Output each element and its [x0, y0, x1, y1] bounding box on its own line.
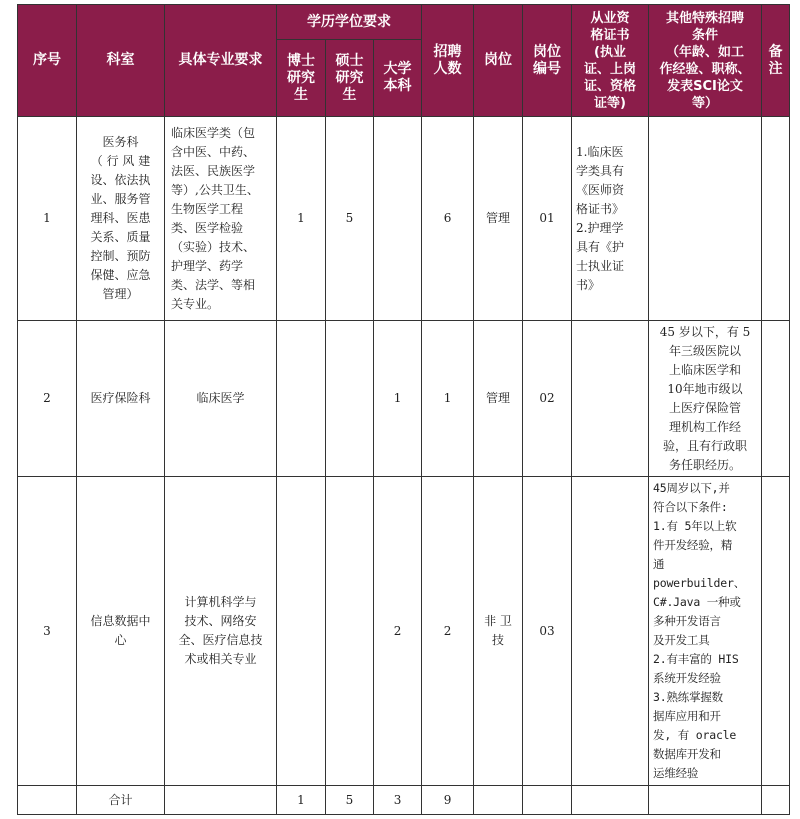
header-phd: [277, 40, 326, 117]
header-post-code: [523, 5, 572, 117]
row1-cert-text: 1.临床医 学类具有 《医师资 格证书》 2.护理学 具有《护 士执业证 书》: [576, 144, 625, 292]
header-cert-text: 从业资 格证书 (执业 证、上岗 证、资格 证等): [584, 10, 637, 111]
row2-seq-text: 2: [43, 391, 51, 405]
header-degree-group-text: 学历学位要求: [307, 13, 391, 30]
total-cert-empty: [572, 786, 649, 815]
header-degree-group: [277, 5, 422, 40]
total-master-text: 5: [345, 792, 354, 807]
header-post: [474, 5, 523, 117]
header-bachelor: [374, 40, 422, 117]
row2-major: [165, 321, 277, 477]
row1-bachelor: [374, 117, 422, 321]
row1-dept-text: 医务科 （ 行 风 建 设、依法执 业、服务管 理科、医患 关系、质量 控制、预防 保健、应急 管理）: [90, 135, 151, 301]
header-major: [165, 5, 277, 117]
row2-seq: [18, 321, 77, 477]
header-major-text: 具体专业要求: [178, 52, 263, 68]
row2-bachelor: [374, 321, 422, 477]
total-bachelor-text: 3: [393, 792, 402, 807]
total-label-text: 合计: [108, 792, 133, 807]
row2-master: [326, 321, 374, 477]
header-dept: [77, 5, 165, 117]
row2-post-text: 管理: [486, 391, 511, 405]
row3-other-text: 45周岁以下,并 符合以下条件: 1.有 5年以上软 件开发经验，精 通 powerbuilder、 C#.Java 一种或 多种开发语言 及开发工具 2.有丰富的 HIS 系统开发经验 3.熟练掌握数 据库应用和开 发, 有 oracle 数据库开发和 运维经验: [653, 481, 745, 780]
row3-cert: [572, 477, 649, 786]
row2-other-text: 45 岁以下，有 5 年三级医院以 上临床医学和 10年地市级以 上医疗保险管 理机构工作经 验，且有行政职 务任职经历。: [659, 324, 751, 472]
header-dept-text: 科室: [106, 52, 135, 68]
row1-master: [326, 117, 374, 321]
row3-post-text: 非 卫 技: [484, 614, 512, 647]
row2-dept-text: 医疗保险科: [90, 391, 151, 405]
header-other: [649, 5, 762, 117]
row1-count: [422, 117, 474, 321]
table-row: [18, 477, 790, 786]
row1-seq-text: 1: [43, 211, 51, 225]
row1-count-text: 6: [443, 211, 452, 225]
row1-phd: [277, 117, 326, 321]
header-seq-text: 序号: [33, 52, 61, 68]
recruitment-table-container: [17, 4, 790, 815]
total-count: [422, 786, 474, 815]
total-major-empty: [165, 786, 277, 815]
row2-dept: [77, 321, 165, 477]
row3-bachelor-text: 2: [393, 623, 402, 638]
header-row-1: [18, 5, 790, 40]
row1-seq: [18, 117, 77, 321]
total-bachelor: [374, 786, 422, 815]
total-row: [18, 786, 790, 815]
row3-seq-text: 3: [43, 623, 51, 638]
header-seq: [18, 5, 77, 117]
row3-other: [649, 477, 762, 786]
total-remark-empty: [762, 786, 790, 815]
header-post-text: 岗位: [484, 52, 513, 68]
header-other-text: 其他特殊招聘 条件 （年龄、如工 作经验、职称、 发表SCI论文 等）: [659, 10, 751, 111]
row3-dept-text: 信息数据中 心: [90, 614, 151, 647]
total-count-text: 9: [443, 792, 452, 807]
row2-remark: [762, 321, 790, 477]
header-count: [422, 5, 474, 117]
row3-post-code-text: 03: [539, 623, 555, 638]
row3-count-text: 2: [443, 623, 452, 638]
header-count-text: 招聘 人数: [433, 43, 462, 77]
recruitment-table: [17, 4, 790, 815]
row1-dept: [77, 117, 165, 321]
table-row: [18, 321, 790, 477]
total-phd: [277, 786, 326, 815]
row2-phd: [277, 321, 326, 477]
header-cert: [572, 5, 649, 117]
row1-post: [474, 117, 523, 321]
row1-post-text: 管理: [486, 211, 511, 225]
row3-count: [422, 477, 474, 786]
header-remark: [762, 5, 790, 117]
row3-master: [326, 477, 374, 786]
row2-cert: [572, 321, 649, 477]
total-master: [326, 786, 374, 815]
row2-count-text: 1: [443, 391, 452, 405]
table-row: [18, 117, 790, 321]
total-other-empty: [649, 786, 762, 815]
row1-cert: [572, 117, 649, 321]
row1-master-text: 5: [345, 211, 354, 225]
total-code-empty: [523, 786, 572, 815]
row3-remark: [762, 477, 790, 786]
row1-other: [649, 117, 762, 321]
header-bachelor-text: 大学 本科: [383, 61, 412, 94]
row3-seq: [18, 477, 77, 786]
total-post-empty: [474, 786, 523, 815]
row3-major: [165, 477, 277, 786]
row2-post: [474, 321, 523, 477]
row3-post: [474, 477, 523, 786]
header-master: [326, 40, 374, 117]
row3-bachelor: [374, 477, 422, 786]
row3-dept: [77, 477, 165, 786]
row1-post-code: [523, 117, 572, 321]
total-seq-empty: [18, 786, 77, 815]
row1-major: [165, 117, 277, 321]
total-phd-text: 1: [297, 792, 305, 807]
row2-major-text: 临床医学: [196, 391, 245, 405]
row2-post-code-text: 02: [539, 391, 555, 405]
row1-post-code-text: 01: [539, 211, 555, 225]
row2-bachelor-text: 1: [393, 391, 402, 405]
header-phd-text: 博士 研究 生: [287, 52, 315, 103]
row2-post-code: [523, 321, 572, 477]
row2-other: [649, 321, 762, 477]
row1-remark: [762, 117, 790, 321]
row1-phd-text: 1: [297, 211, 305, 225]
row3-major-text: 计算机科学与 技术、网络安 全、医疗信息技 术或相关专业: [178, 595, 263, 666]
row3-post-code: [523, 477, 572, 786]
total-label: [77, 786, 165, 815]
header-master-text: 硕士 研究 生: [335, 52, 364, 103]
row2-count: [422, 321, 474, 477]
row3-phd: [277, 477, 326, 786]
header-remark-text: 备 注: [768, 43, 783, 77]
row1-major-text: 临床医学类（包 含中医、中药、 法医、民族医学 等）,公共卫生、 生物医学工程 类、医学检验 （实验）技术、 护理学、药学 类、法学、等相 关专业。: [171, 125, 259, 311]
header-post-code-text: 岗位 编号: [533, 43, 562, 77]
